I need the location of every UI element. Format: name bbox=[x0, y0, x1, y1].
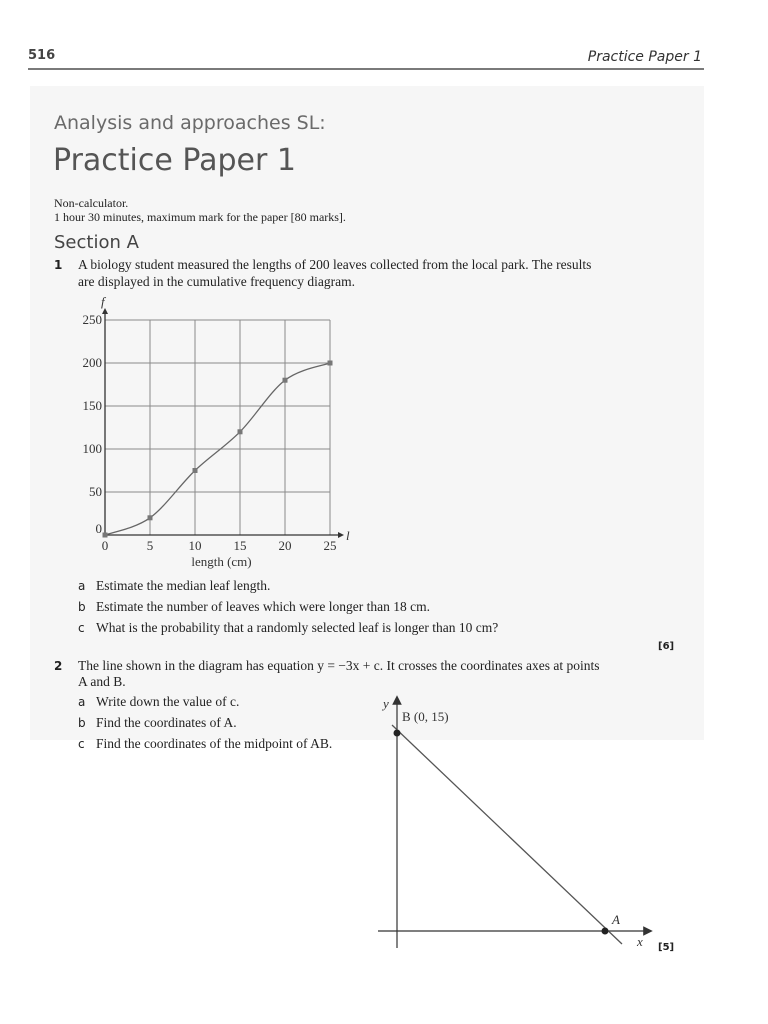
y-axis-symbol: f bbox=[101, 294, 105, 309]
point-b-label: B (0, 15) bbox=[402, 709, 449, 724]
x-axis-symbol: x bbox=[637, 934, 643, 949]
y-tick-label: 100 bbox=[82, 441, 102, 456]
x-tick-label: 25 bbox=[323, 538, 337, 553]
cumulative-frequency-chart bbox=[60, 292, 360, 582]
line-diagram bbox=[360, 690, 680, 960]
line-ab bbox=[392, 725, 622, 944]
point-b bbox=[394, 730, 401, 737]
x-tick-label: 5 bbox=[146, 538, 154, 553]
part-label: b bbox=[78, 716, 86, 730]
chart-grid bbox=[105, 320, 330, 535]
question-part bbox=[78, 620, 498, 636]
point-a-label: A bbox=[612, 912, 620, 927]
question-number: 2 bbox=[54, 659, 63, 673]
part-text: Find the coordinates of the midpoint of AB. bbox=[96, 736, 333, 751]
y-tick-label: 150 bbox=[82, 398, 102, 413]
paper-title: Practice Paper 1 bbox=[53, 143, 296, 178]
marks-label: [6] bbox=[658, 641, 675, 652]
question-text: A and B. bbox=[78, 674, 126, 689]
question-part bbox=[78, 578, 270, 594]
question-part bbox=[78, 694, 239, 710]
section-heading: Section A bbox=[54, 232, 139, 253]
part-text: Estimate the number of leaves which were longer than 18 cm. bbox=[96, 599, 431, 614]
paper-info-line: Non-calculator. bbox=[54, 196, 129, 210]
header-rule bbox=[28, 68, 704, 70]
data-point bbox=[328, 361, 333, 366]
y-tick-label: 250 bbox=[82, 312, 102, 327]
question-text: A biology student measured the lengths of 200 leaves collected from the local park. The results bbox=[78, 257, 592, 272]
data-point bbox=[193, 468, 198, 473]
part-text: Estimate the median leaf length. bbox=[96, 578, 271, 593]
data-point bbox=[238, 429, 243, 434]
y-tick-label: 50 bbox=[89, 484, 102, 499]
part-text: Write down the value of c. bbox=[96, 694, 240, 709]
question-part bbox=[78, 599, 430, 615]
part-label: a bbox=[78, 579, 86, 593]
x-axis-arrow bbox=[338, 532, 344, 538]
part-text: Find the coordinates of A. bbox=[96, 715, 237, 730]
x-tick-label: 10 bbox=[188, 538, 202, 553]
part-label: b bbox=[78, 600, 86, 614]
part-label: c bbox=[78, 737, 85, 751]
x-tick-label: 15 bbox=[233, 538, 247, 553]
section-label: Analysis and approaches SL: bbox=[54, 112, 326, 134]
x-tick-label: 20 bbox=[278, 538, 292, 553]
page-number: 516 bbox=[28, 48, 56, 63]
question-text: are displayed in the cumulative frequency diagram. bbox=[78, 274, 356, 289]
x-axis-label: length (cm) bbox=[191, 554, 252, 569]
x-tick-label: 0 bbox=[101, 538, 109, 553]
question-part bbox=[78, 736, 332, 752]
question-part bbox=[78, 715, 237, 731]
data-point bbox=[103, 533, 108, 538]
data-point bbox=[148, 515, 153, 520]
point-a bbox=[602, 928, 609, 935]
data-point bbox=[283, 378, 288, 383]
paper-info-line: 1 hour 30 minutes, maximum mark for the paper [80 marks]. bbox=[54, 210, 346, 224]
question-number: 1 bbox=[54, 258, 63, 272]
running-title: Practice Paper 1 bbox=[587, 49, 702, 65]
y-tick-label: 200 bbox=[82, 355, 102, 370]
part-text: What is the probability that a randomly selected leaf is longer than 10 cm? bbox=[96, 620, 499, 635]
y-tick-label: 0 bbox=[95, 521, 102, 536]
chart-axes bbox=[102, 308, 344, 538]
x-axis-symbol: l bbox=[346, 528, 350, 543]
question-text: The line shown in the diagram has equation y = −3x + c. It crosses the coordinates axes at points bbox=[78, 658, 600, 673]
marks-label: [5] bbox=[658, 942, 675, 953]
part-label: a bbox=[78, 695, 86, 709]
part-label: c bbox=[78, 621, 85, 635]
y-axis-symbol: y bbox=[383, 696, 389, 711]
chart-tick-labels bbox=[83, 312, 337, 553]
